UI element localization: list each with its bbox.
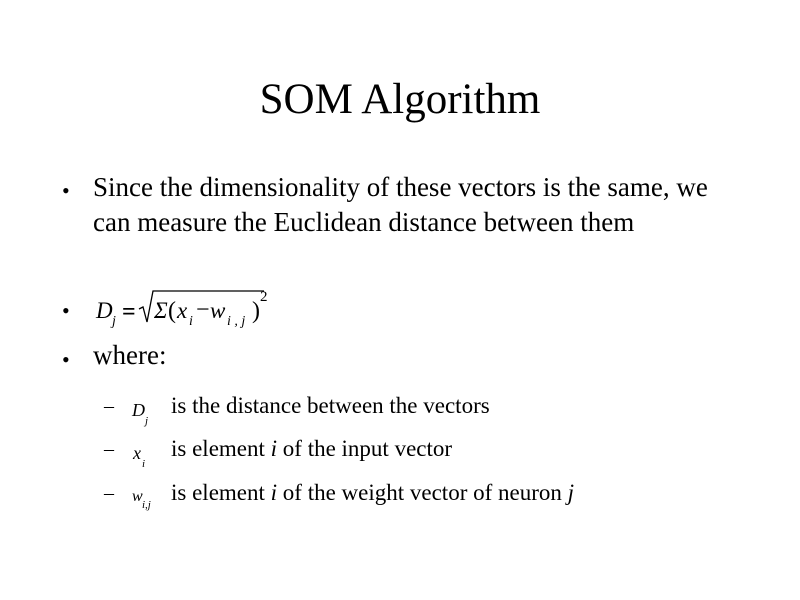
definition-text-part: of the weight vector of neuron bbox=[277, 480, 568, 505]
symbol-main: x bbox=[133, 443, 141, 463]
formula-equals: = bbox=[122, 299, 136, 325]
formula-d-subscript: j bbox=[112, 314, 116, 329]
symbol-w-ij bbox=[130, 479, 170, 515]
formula-close-paren: ) bbox=[252, 298, 260, 324]
symbol-subscript: j bbox=[145, 415, 149, 427]
symbol-subscript: i,j bbox=[142, 499, 151, 511]
formula-x: x bbox=[177, 298, 188, 323]
formula-exponent: 2 bbox=[260, 289, 268, 305]
formula-w-subscript: i , j bbox=[227, 314, 246, 329]
bullet-marker: • bbox=[62, 298, 70, 323]
symbol-x-i bbox=[130, 435, 170, 471]
definition-text bbox=[171, 435, 452, 463]
definition-italic-var: i bbox=[270, 480, 278, 505]
formula-open-paren: ( bbox=[168, 298, 176, 324]
bullet-marker: • bbox=[62, 347, 70, 372]
symbol-d-j bbox=[130, 392, 170, 428]
bullet-marker: • bbox=[62, 178, 70, 203]
formula-d: D bbox=[96, 298, 113, 323]
definition-italic-var: i bbox=[270, 436, 278, 461]
definition-text bbox=[171, 392, 490, 420]
formula-minus: − bbox=[196, 297, 210, 323]
sub-bullet-dash: – bbox=[104, 395, 114, 417]
formula-x-subscript: i bbox=[189, 314, 193, 329]
definition-text-part: is element bbox=[171, 480, 271, 505]
symbol-main: D bbox=[132, 400, 145, 420]
definition-text-part: of the input vector bbox=[277, 436, 453, 461]
sub-bullet-dash: – bbox=[104, 482, 114, 504]
sub-bullet-dash: – bbox=[104, 438, 114, 460]
slide-title: SOM Algorithm bbox=[259, 76, 541, 123]
symbol-subscript: i bbox=[142, 458, 146, 470]
bullet-text-where: where: bbox=[93, 340, 167, 370]
symbol-main: w bbox=[132, 488, 143, 505]
definition-italic-var: j bbox=[567, 480, 575, 505]
definition-text-part: is element bbox=[171, 436, 271, 461]
euclidean-distance-formula bbox=[94, 285, 284, 333]
definition-text bbox=[171, 479, 574, 507]
bullet-text-distance-intro: Since the dimensionality of these vectors is the same, we can measure the Euclidean distance between them bbox=[93, 172, 708, 237]
formula-sigma: Σ bbox=[154, 298, 168, 323]
definition-text-part: is the distance between the vectors bbox=[171, 393, 490, 418]
formula-w: w bbox=[210, 298, 226, 323]
